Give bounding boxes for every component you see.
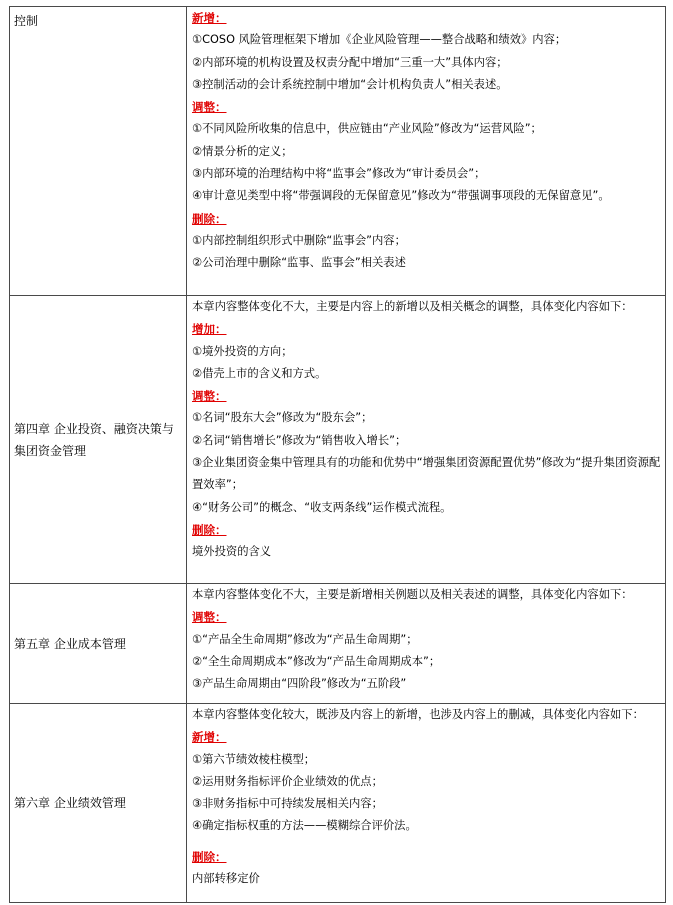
list-item: ②“全生命周期成本”修改为“产品生命周期成本”； — [192, 654, 441, 668]
list-item: ①不同风险所收集的信息中，供应链由“产业风险”修改为“运营风险”； — [192, 122, 542, 136]
intro-text: 本章内容整体变化不大，主要是新增相关例题以及相关表述的调整，具体变化内容如下： — [192, 588, 633, 601]
table-row — [10, 704, 666, 903]
content-cell — [187, 296, 666, 584]
table-row — [10, 296, 666, 584]
spacer — [192, 838, 661, 846]
section-heading: 删除： — [192, 522, 227, 537]
list-item: ③内部环境的治理结构中将“监事会”修改为“审计委员会”； — [192, 167, 486, 181]
list-item: ①境外投资的方向； — [192, 344, 293, 358]
list-item: ①名词“股东大会”修改为“股东会”； — [192, 411, 373, 425]
content-cell — [187, 584, 666, 704]
chapter-cell — [10, 704, 187, 903]
section-heading: 新增： — [192, 730, 227, 745]
list-item: ③非财务指标中可持续发展相关内容； — [192, 797, 383, 811]
list-item: ②内部环境的机构设置及权责分配中增加“三重一大”具体内容； — [192, 55, 508, 69]
list-item: ①COSO 风险管理框架下增加《企业风险管理——整合战略和绩效》内容； — [192, 33, 567, 47]
chapter-title: 第六章 企业绩效管理 — [14, 796, 126, 810]
list-item: ④审计意见类型中将“带强调段的无保留意见”修改为“带强调事项段的无保留意见”。 — [192, 189, 610, 203]
chapter-title: 第四章 企业投资、融资决策与 — [14, 421, 174, 436]
intro-text: 本章内容整体变化不大，主要是内容上的新增以及相关概念的调整，具体变化内容如下： — [192, 300, 633, 313]
section-heading: 增加： — [192, 322, 227, 337]
list-item: 境外投资的含义 — [192, 545, 272, 559]
chapter-cell — [10, 7, 187, 296]
list-item: ①内部控制组织形式中删除“监事会”内容； — [192, 233, 406, 247]
chapter-title-cont: 集团资金管理 — [14, 443, 87, 458]
content-cell — [187, 704, 666, 903]
list-item: ③产品生命周期由“四阶段”修改为“五阶段” — [192, 677, 407, 691]
chapter-cell — [10, 296, 187, 584]
list-item: ②借壳上市的含义和方式。 — [192, 366, 327, 380]
table-row — [10, 584, 666, 704]
content-cell — [187, 7, 666, 296]
list-item: ①“产品全生命周期”修改为“产品生命周期”； — [192, 632, 418, 646]
list-item: ①第六节绩效棱柱模型； — [192, 752, 316, 766]
section-heading: 调整： — [192, 100, 227, 115]
list-item: ②运用财务指标评价企业绩效的优点； — [192, 774, 383, 788]
list-item: ②情景分析的定义； — [192, 144, 293, 158]
list-item: ④“财务公司”的概念、“收支两条线”运作模式流程。 — [192, 500, 452, 514]
intro-text: 本章内容整体变化较大，既涉及内容上的新增，也涉及内容上的删减，具体变化内容如下： — [192, 708, 644, 721]
section-heading: 删除： — [192, 849, 227, 864]
section-heading: 调整： — [192, 610, 227, 625]
list-item: ④确定指标权重的方法——模糊综合评价法。 — [192, 819, 417, 833]
section-heading: 新增： — [192, 11, 227, 25]
chapter-title: 控制 — [14, 14, 39, 28]
chapter-cell — [10, 584, 187, 704]
section-heading: 调整： — [192, 389, 227, 404]
list-item: 内部转移定价 — [192, 872, 260, 886]
section-heading: 删除： — [192, 211, 227, 226]
chapter-title: 第五章 企业成本管理 — [14, 636, 126, 651]
list-item: ②名词“销售增长”修改为“销售收入增长”； — [192, 433, 407, 447]
list-item: ②公司治理中删除“监事、监事会”相关表述 — [192, 256, 406, 270]
list-item: ③企业集团资金集中管理具有的功能和优势中“增强集团资源配置优势”修改为“提升集团资源配置效率”； — [192, 456, 661, 492]
table-row — [10, 7, 666, 296]
changes-table — [9, 6, 666, 903]
list-item: ③控制活动的会计系统控制中增加“会计机构负责人”相关表述。 — [192, 77, 508, 91]
